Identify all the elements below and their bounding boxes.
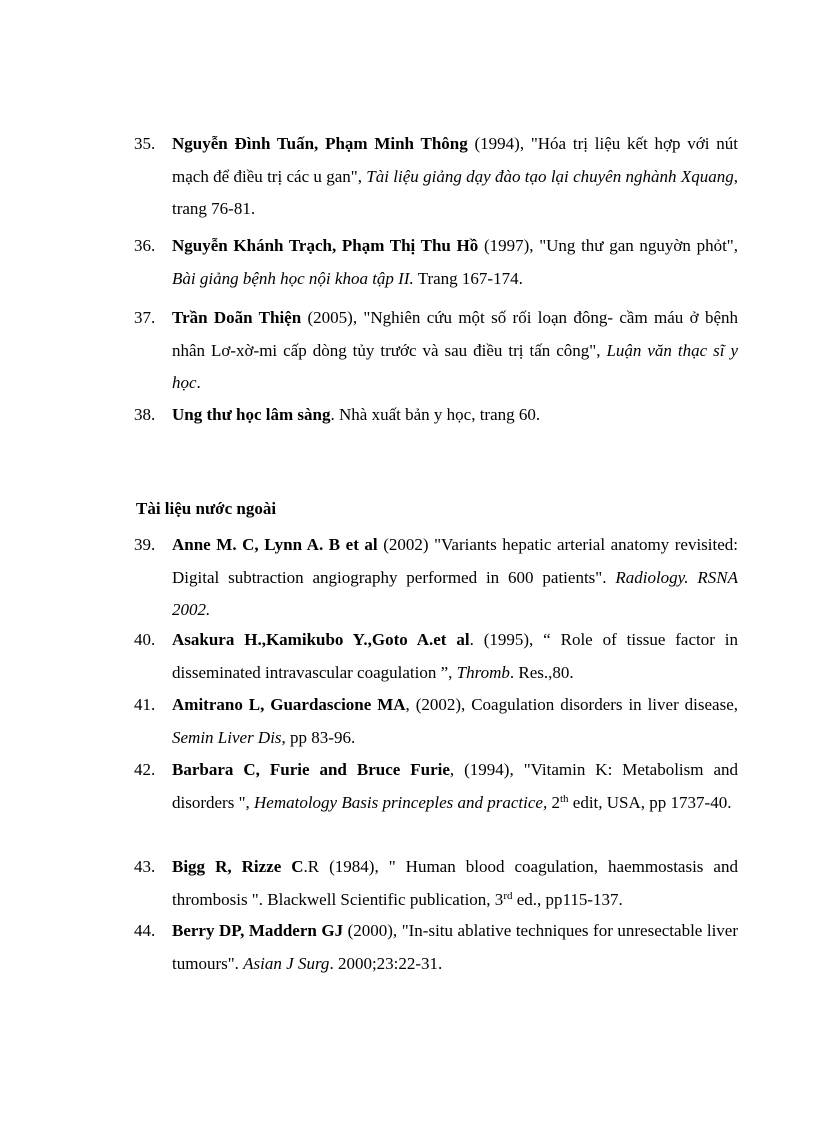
ordinal-superscript: rd [503,889,513,902]
reference-text [172,529,738,627]
reference-authors: Trần Doãn Thiện [172,308,302,327]
reference-detail: ed., pp115-137. [512,889,623,909]
reference-text [172,689,738,754]
reference-detail: (2002) "Variants hepatic arterial anatomy revisited: Digital subtraction angiography performed in 600 patients". [172,535,738,587]
reference-text [172,128,738,226]
reference-source: Bài giảng bệnh học nội khoa tập II. [172,268,414,288]
reference-item [134,754,738,819]
reference-item [134,128,738,226]
reference-item [134,302,738,400]
reference-item [134,689,738,754]
reference-detail: Trang 167-174. [413,268,523,288]
reference-detail: . Nhà xuất bản y học, trang 60. [330,405,541,424]
reference-detail: .R (1984), " Human blood coagulation, haemmostasis and thrombosis ". Blackwell Scientific publication, 3 [172,857,738,909]
reference-item [134,529,738,627]
reference-item [134,399,738,432]
reference-detail: , pp 83-96. [281,727,356,747]
ordinal-superscript: th [559,792,569,805]
reference-authors: Asakura H.,Kamikubo Y.,Goto A.et al [172,630,470,649]
reference-detail: (2000), "In-situ ablative techniques for unresectable liver tumours". [172,921,738,973]
reference-item [134,851,738,916]
reference-number: 41. [134,695,156,714]
reference-number: 43. [134,857,156,876]
reference-text [172,624,738,689]
reference-source: Thromb [456,662,510,682]
reference-text [172,754,738,819]
reference-authors: Ung thư học lâm sàng [172,405,331,424]
reference-source: Hematology Basis princeples and practice, [254,792,548,812]
reference-number: 40. [134,630,156,649]
reference-source: Luận văn thạc sĩ y học [172,340,738,392]
reference-detail: (1994), "Hóa trị liệu kết hợp với nút mạch để điều trị các u gan", [172,134,738,186]
reference-detail: . [196,373,201,392]
reference-detail: (2005), "Nghiên cứu một số rối loạn đông- cầm máu ở bệnh nhân Lơ-xờ-mi cấp dòng tủy trước và sau điều trị tấn công", [172,308,738,360]
reference-number: 39. [134,535,156,554]
reference-detail: . 2000;23:22-31. [329,953,443,973]
reference-authors: Barbara C, Furie and Bruce Furie [172,760,450,779]
reference-text [172,399,738,432]
reference-detail: 2 [547,792,560,812]
reference-number: 37. [134,308,156,327]
reference-detail: , (1994), "Vitamin K: Metabolism and disorders ", [172,760,738,812]
reference-number: 36. [134,236,156,255]
reference-number: 38. [134,405,156,424]
reference-item [134,624,738,689]
reference-item [134,230,738,295]
reference-item [134,915,738,980]
reference-source: Radiology. RSNA 2002. [172,567,738,619]
reference-text [172,230,738,295]
reference-detail: (1997), "Ung thư gan nguyờn phỏt", [478,236,738,255]
reference-authors: Amitrano L, Guardascione MA [172,695,406,714]
reference-authors: Nguyễn Khánh Trạch, Phạm Thị Thu Hồ [172,236,479,255]
reference-number: 44. [134,921,156,940]
reference-detail: , (2002), Coagulation disorders in liver disease, [405,695,738,714]
reference-detail: . (1995), “ Role of tissue factor in disseminated intravascular coagulation ”, [172,630,739,682]
reference-authors: Nguyễn Đình Tuấn, Phạm Minh Thông [172,134,468,153]
reference-detail: , trang 76-81. [172,166,738,218]
reference-source: Semin Liver Dis [172,727,282,747]
reference-authors: Bigg R, Rizze C [172,857,304,876]
reference-source: Asian J Surg [243,953,330,973]
reference-authors: Anne M. C, Lynn A. B et al [172,535,378,554]
section-heading: Tài liệu nước ngoài [136,499,277,518]
reference-detail: . Res.,80. [509,662,574,682]
reference-authors: Berry DP, Maddern GJ [172,921,344,940]
reference-source: Tài liệu giảng dạy đào tạo lại chuyên nghành Xquang [366,166,734,186]
reference-text [172,302,738,400]
reference-number: 42. [134,760,156,779]
reference-detail: edit, USA, pp 1737-40. [568,792,732,812]
reference-text [172,851,738,916]
reference-number: 35. [134,134,156,153]
reference-text [172,915,738,980]
